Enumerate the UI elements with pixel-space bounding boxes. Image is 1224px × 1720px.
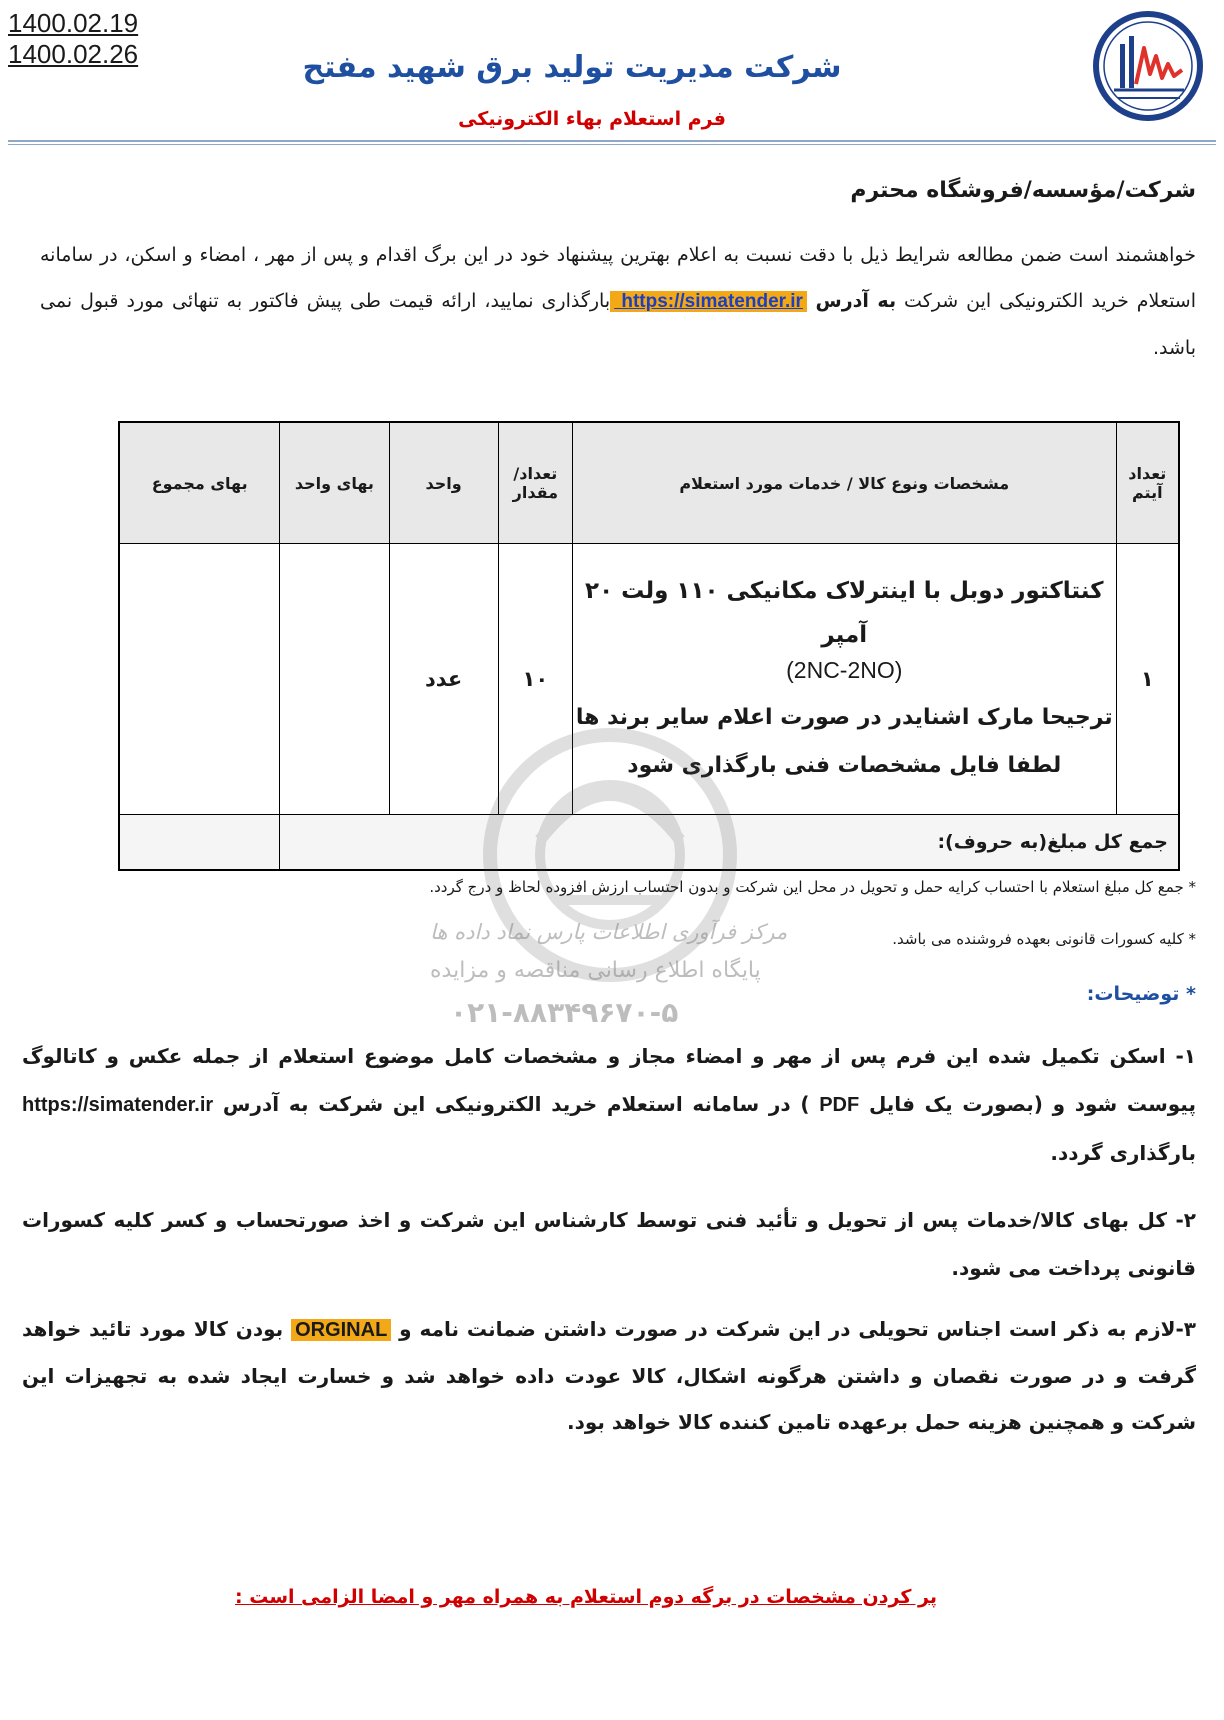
note-total-amount: * جمع کل مبلغ استعلام با احتساب کرایه حمل و تحویل در محل این شرکت و بدون احتساب ارزش افزوده لحاظ و درج گردد. bbox=[429, 878, 1196, 896]
original-highlight: ORGINAL bbox=[291, 1319, 391, 1341]
paragraph-1: ۱- اسکن تکمیل شده این فرم پس از مهر و امضاء مجاز و مشخصات کامل موضوع استعلام از جمله عکس و کاتالوگ پیوست شود و (بصورت یک فایل PDF ) در سامانه استعلام خرید الکترونیکی این شرکت به آدرس https://simatender.ir بارگذاری گردد. bbox=[22, 1044, 1196, 1165]
header-quantity: تعداد/ مقدار bbox=[498, 422, 572, 544]
greeting: شرکت/مؤسسه/فروشگاه محترم bbox=[850, 178, 1196, 203]
description-main: کنتاکتور دوبل با اینترلاک مکانیکی ۱۱۰ ولت ۲۰ آمپر bbox=[585, 577, 1104, 648]
row-description bbox=[573, 544, 1117, 815]
description-part-number: (2NC-2NO) bbox=[786, 656, 903, 683]
header-divider bbox=[8, 140, 1216, 145]
sum-label: جمع کل مبلغ(به حروف): bbox=[280, 815, 1179, 871]
table-row bbox=[119, 544, 1179, 815]
description-note: ترجیحا مارک اشنایدر در صورت اعلام سایر برند ها لطفا فایل مشخصات فنی بارگذاری شود bbox=[575, 704, 1113, 778]
header-description: مشخصات ونوع کالا / خدمات مورد استعلام bbox=[573, 422, 1117, 544]
explanations-title: * توضیحات: bbox=[1086, 983, 1196, 1005]
row-index: ۱ bbox=[1116, 544, 1179, 815]
paragraph-3: ۳-لازم به ذکر است اجناس تحویلی در این شرکت در صورت داشتن ضمانت نامه و ORGINAL بودن کالا مورد تائید خواهد گرفت و در صورت نقصان و داشتن هرگونه اشکال، کالا عودت داده خواهد شد و خسارت ایجاد شده به تجهیزات این شرکت و همچنین هزینه حمل برعهده تامین کننده کالا خواهد بود. bbox=[22, 1317, 1196, 1434]
watermark-phone: ۰۲۱-۸۸۳۴۹۶۷۰-۵ bbox=[450, 996, 679, 1029]
watermark-line-2: پایگاه اطلاع رسانی مناقصه و مزایده bbox=[430, 958, 761, 983]
row-unit: عدد bbox=[389, 544, 498, 815]
header-unit-price: بهای واحد bbox=[280, 422, 389, 544]
watermark-line-1: مرکز فرآوری اطلاعات پارس نماد داده ها bbox=[430, 920, 788, 944]
header-unit: واحد bbox=[389, 422, 498, 544]
header-item-count: تعداد آیتم bbox=[1116, 422, 1179, 544]
table-header-row bbox=[119, 422, 1179, 544]
intro-paragraph: خواهشمند است ضمن مطالعه شرایط ذیل با دقت نسبت به اعلام بهترین پیشنهاد خود در این برگ اقدام و پس از مهر ، امضاء و اسکن، در سامانه استعلام خرید الکترونیکی این شرکت به آدرس https://simatender.ir بارگذاری نمایید، ارائه قیمت طی پیش فاکتور به تنهائی مورد قبول نمی باشد. bbox=[40, 244, 1196, 359]
tender-url-link[interactable]: https://simatender.ir bbox=[610, 291, 807, 312]
inquiry-table bbox=[118, 421, 1180, 871]
row-total-price[interactable] bbox=[119, 544, 280, 815]
tender-url-text[interactable]: https://simatender.ir bbox=[22, 1094, 214, 1116]
note-deductions: * کلیه کسورات قانونی بعهده فروشنده می باشد. bbox=[892, 930, 1196, 948]
date-1: 1400.02.19 bbox=[8, 8, 139, 38]
paragraph-2: ۲- کل بهای کالا/خدمات پس از تحویل و تأئید فنی توسط کارشناس این شرکت و اخذ صورتحساب و کسر کلیه کسورات قانونی پرداخت می شود. bbox=[22, 1208, 1196, 1280]
company-name: شرکت مدیریت تولید برق شهید مفتح bbox=[302, 50, 842, 85]
header-total-price: بهای مجموع bbox=[119, 422, 280, 544]
row-quantity: ۱۰ bbox=[498, 544, 572, 815]
sum-row bbox=[119, 815, 1179, 871]
footer-note: پر کردن مشخصات در برگه دوم استعلام به همراه مهر و امضا الزامی است : bbox=[235, 1586, 937, 1608]
row-unit-price[interactable] bbox=[280, 544, 389, 815]
sum-value[interactable] bbox=[119, 815, 280, 871]
date-2: 1400.02.26 bbox=[8, 39, 139, 69]
form-title: فرم استعلام بهاء الکترونیکی bbox=[458, 108, 726, 130]
